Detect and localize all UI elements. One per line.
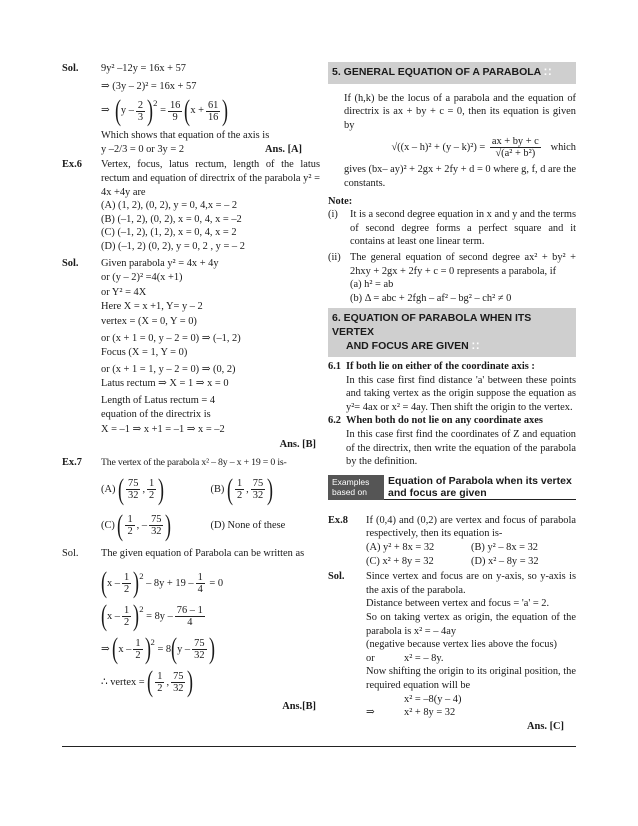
section-heading: 6. EQUATION OF PARABOLA WHEN ITS VERTEX AND FOCUS ARE GIVEN ⁚⁚ (328, 308, 576, 357)
sol-label: Sol. (62, 257, 79, 269)
solution-line: or (x + 1 = 1, y – 2 = 0) ⇒ (0, 2) (101, 363, 236, 375)
question-text: Vertex, focus, latus rectum, length of the latus rectum and equation of directrix of the parabola y² = 4x +4y are (101, 159, 320, 198)
text-line: Which shows that equation of the axis is (101, 130, 270, 142)
option-a: (A) ( $\frac{75}{32}$ , $\frac{1}{2}$ ) (101, 472, 165, 506)
example-block: Ex.8 If (0,4) and (0,2) are vertex and focus of parabola respectively, then its equation is- (A) y² + 8x = 32 (B) y² – 8x = 32 (C) x² + 8y = 32 (D) x² – 8y = 32 (328, 514, 576, 567)
option-b: (B) y² – 8x = 32 (471, 542, 538, 554)
solution-block (62, 547, 320, 701)
text-line: y –2/3 = 0 or 3y = 2 (101, 143, 185, 155)
solution-line: or Y² = 4X (101, 286, 147, 298)
answer: Ans. [A] (265, 143, 302, 155)
option-a: (A) y² + 8x = 32 (366, 542, 435, 554)
option-d: (D) None of these (210, 520, 286, 532)
eq-line: 9y² –12y = 16x + 57 (101, 63, 186, 74)
solution-line: So on taking vertex as origin, the equation of the parabola is x² = – 4ay (366, 612, 576, 637)
note-item: (ii) The general equation of second degree ax² + by² + 2hxy + 2gx + 2fy + c = 0 represents a parabola, if (a) h² = ab (b) Δ = abc + 2fgh – af² – bg² – ch² ≠ 0 (328, 251, 576, 304)
solution-line: or (y – 2)² =4(x +1) (101, 272, 183, 284)
solution-line: Distance between vertex and focus = 'a' = 2. (366, 598, 550, 610)
eq-fraction-line: ⇒ ( y – $\frac{2}{3}$ ) $^2$ = $\frac{16}{9}$ ( x + $\frac{61}{16}$ ) (101, 94, 229, 128)
answer: Ans. [C] (527, 720, 564, 732)
paragraph: gives (bx– ay)² + 2gx + 2fy + d = 0 where g, f, d are the constants. (344, 164, 576, 189)
solution-block (62, 257, 320, 438)
example-label: Ex.7 (62, 457, 82, 469)
option-c: (C) x² + 8y = 32 (366, 555, 434, 567)
examples-banner (328, 475, 576, 500)
solution-line: equation of the directrix is (101, 409, 211, 421)
option-b: (B) (–1, 2), (0, 2), x = 0, 4, x = –2 (101, 213, 242, 225)
fraction: $\frac{61}{16}$ (207, 99, 219, 123)
solution-line: Length of Latus rectum = 4 (101, 394, 216, 406)
examples-tag: Examples based on (328, 475, 384, 500)
option-c: (C) (–1, 2), (1, 2), x = 0, 4, x = 2 (101, 227, 237, 239)
solution-line: Focus (X = 1, Y = 0) (101, 347, 188, 359)
eq-line: ⇒ ( x – $\frac{1}{2}$ ) $^2$ = 8 ( y – $\frac{75}{32}$ ) (101, 632, 215, 666)
subsection: 6.2 When both do not lie on any coordinate axes In this case first find the coordinates of Z and equation of the directrix, then write the equation of the parabola by the definition. (328, 415, 576, 468)
note-item: (i) It is a second degree equation in x and y and the terms of second degree forms a perfect square and it contains at least one linear term. (328, 209, 576, 248)
answer: Ans.[B] (282, 701, 316, 713)
example-block (62, 158, 320, 253)
sol-label: Sol. (62, 63, 79, 74)
eq-line: ∴ vertex = ( $\frac{1}{2}$ , $\frac{75}{32}$ ) (101, 665, 194, 699)
fraction: $\frac{2}{3}$ (137, 99, 144, 123)
solution-lines (101, 257, 320, 438)
section-heading: 5. GENERAL EQUATION OF A PARABOLA ⁚⁚ (328, 62, 576, 84)
fraction: $\frac{16}{9}$ (169, 99, 181, 123)
sol-label: Sol. (62, 547, 79, 559)
answer: Ans. [B] (279, 438, 316, 450)
solution-line: Here X = x +1, Y= y – 2 (101, 301, 203, 313)
examples-title: Equation of Parabola when its vertex and focus are given (384, 475, 576, 500)
text-line: The given equation of Parabola can be written as (101, 547, 305, 559)
solution-line: X = –1 ⇒ x +1 = –1 ⇒ x = –2 (101, 424, 225, 436)
general-equation: √((x – h)² + (y – k)²) = $\frac{ax + by + c}{\text{√(a² + b²)}}$ which (391, 136, 576, 160)
option-b: (B) ( $\frac{1}{2}$ , $\frac{75}{32}$ ) (210, 472, 274, 506)
example-block (62, 456, 320, 544)
subsection: 6.1 If both lie on either of the coordinate axis : In this case first find distance 'a' between these points and taking vertex as the origin suppose the equation as y²= 4ax or x² = 4ay. Then shift the origin to the vertex. (328, 361, 576, 413)
solution-line: vertex = (X = 0, Y = 0) (101, 315, 197, 327)
option-a: (A) (1, 2), (0, 2), y = 0, 4,x = – 2 (101, 200, 238, 212)
option-d: (D) x² – 8y = 32 (471, 555, 539, 567)
note-label: Note: (328, 195, 353, 207)
right-column (328, 62, 576, 733)
solution-line: Since vertex and focus are on y-axis, so y-axis is the axis of the parabola. (366, 571, 576, 596)
example-label: Ex.6 (62, 159, 82, 171)
eq-line: ( x – $\frac{1}{2}$ ) $^2$ – 8y + 19 – $\frac{1}{4}$ = 0 (101, 566, 224, 600)
dots-icon: ⁚⁚ (543, 67, 553, 77)
eq-line: ( x – $\frac{1}{2}$ ) $^2$ = 8y – $\frac{76 - 1}{4}$ (101, 599, 203, 633)
option-d: (D) (–1, 2) (0, 2), y = 0, 2 , y = – 2 (101, 240, 245, 252)
solution-block: Sol. Since vertex and focus are on y-axis, so y-axis is the axis of the parabola. Distance between vertex and focus = 'a' = 2. So on taking vertex as origin, the equation of the parabola is x² = – 4ay (negative because vertex lies above the focus) or x² = – 8y. Now shifting the origin to its original position, the required equation will be x² = –8(y – 4) ⇒ x² + 8y = 32 (328, 571, 576, 719)
solution-line: Given parabola y² = 4x + 4y (101, 257, 219, 269)
paragraph: If (h,k) be the locus of a parabola and the equation of directrix is ax + by + c = 0, then its equation is given by (344, 92, 576, 131)
question-text: The vertex of the parabola x² – 8y – x + 19 = 0 is- (101, 457, 287, 469)
left-column (62, 62, 320, 714)
solution-line: or (x + 1 = 0, y – 2 = 0) ⇒ (–1, 2) (101, 332, 241, 344)
solution-line: (negative because vertex lies above the focus) (366, 639, 557, 651)
eq-line: ⇒ (3y – 2)² = 16x + 57 (101, 80, 197, 92)
footer-rule (62, 746, 576, 747)
solution-line: Latus rectum ⇒ X = 1 ⇒ x = 0 (101, 378, 229, 390)
dots-icon: ⁚⁚ (471, 340, 481, 351)
solution-block (62, 62, 320, 156)
option-c: (C) ( $\frac{1}{2}$ , – $\frac{75}{32}$ ) (101, 508, 172, 542)
